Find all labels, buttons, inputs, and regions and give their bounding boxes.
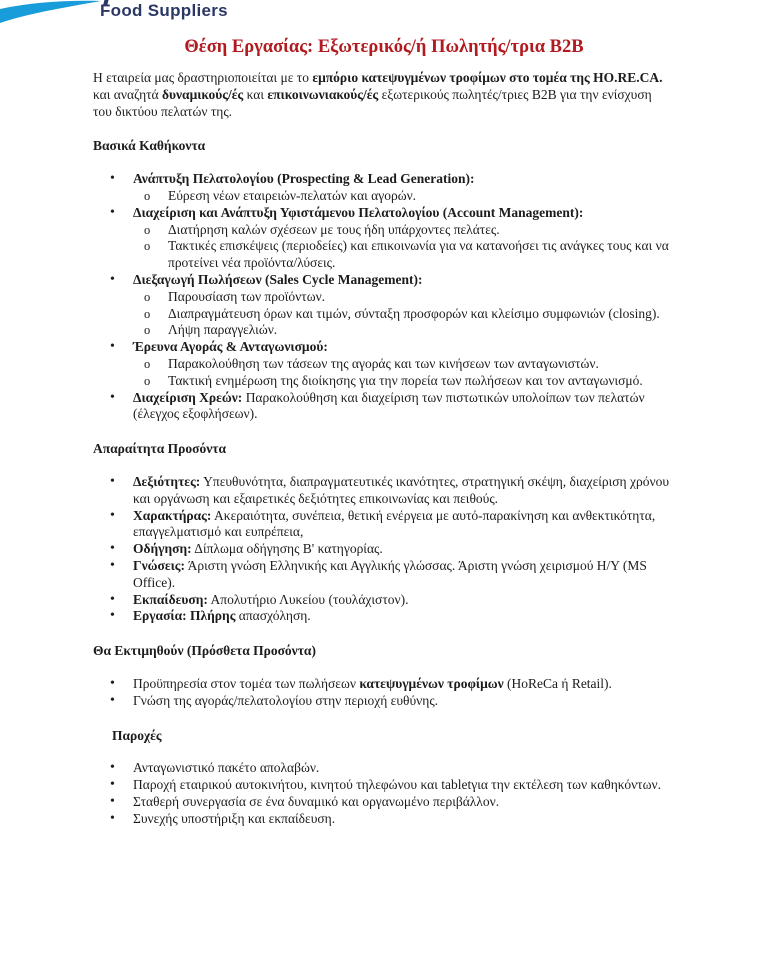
bullet-disc-icon: •	[110, 171, 115, 187]
company-logo	[0, 0, 280, 30]
intro-text-segment: επικοινωνιακούς/ές	[267, 86, 379, 102]
bullet-disc-icon: •	[110, 608, 115, 624]
bullet-disc-icon: •	[110, 675, 115, 691]
bullet-disc-icon: •	[110, 793, 115, 809]
list-item	[93, 188, 670, 205]
bullet-circle-icon: o	[144, 323, 151, 338]
bullet-disc-icon: •	[110, 507, 115, 523]
page-title: Θέση Εργασίας: Εξωτερικός/ή Πωλητής/τρια B2B	[184, 37, 584, 57]
bullet-disc-icon: •	[110, 760, 115, 776]
intro-text-segment: και αναζητά	[93, 86, 163, 102]
bullet-disc-icon: •	[110, 777, 115, 793]
list-item	[93, 171, 670, 188]
bullet-disc-icon: •	[110, 473, 115, 489]
list-item-text: (HoReCa ή Retail).	[503, 675, 612, 691]
intro-text-segment: Η εταιρεία μας δραστηριοποιείται με το	[93, 70, 313, 85]
intro-text-segment: εξωτερικούς πωλητές/τριες B2B για την ενίσχυση του δικτύου πελατών της.	[93, 86, 652, 119]
bullet-circle-icon: o	[144, 188, 151, 203]
intro-text-segment: και	[243, 86, 268, 102]
list-item-text: Διεξαγωγή Πωλήσεων (Sales Cycle Management):	[133, 271, 423, 287]
list-item-text: Γνώσεις:	[133, 557, 185, 573]
list-item	[93, 474, 670, 508]
list-item	[93, 356, 670, 373]
list-item	[93, 222, 670, 239]
list-item	[93, 373, 670, 390]
list-item	[93, 306, 670, 323]
bullet-circle-icon: o	[144, 306, 151, 321]
list-item	[93, 205, 670, 222]
bullet-list	[93, 171, 670, 423]
list-item	[93, 289, 670, 306]
list-item	[93, 608, 670, 625]
list-item-text: Σταθερή συνεργασία σε ένα δυναμικό και οργανωμένο περιβάλλον.	[133, 793, 500, 809]
list-item-text: Τακτικές επισκέψεις (περιοδείες) και επικοινωνία για να κατανοήσει τις ανάγκες τους και να προτείνει νέα προϊόντα/λύσεις.	[168, 238, 669, 271]
list-item-text: Λήψη παραγγελιών.	[168, 322, 278, 338]
list-item	[93, 760, 670, 777]
list-item-text: Χαρακτήρας:	[133, 507, 212, 523]
bullet-disc-icon: •	[110, 204, 115, 220]
section-heading: Βασικά Καθήκοντα	[93, 138, 206, 154]
list-item-text: Συνεχής υποστήριξη και εκπαίδευση.	[133, 810, 336, 826]
list-item-text: κατεψυγμένων τροφίμων	[359, 675, 504, 691]
list-item-text: Εκπαίδευση:	[133, 591, 208, 607]
bullet-disc-icon: •	[110, 541, 115, 557]
list-item-text: Γνώση της αγοράς/πελατολογίου στην περιοχή ευθύνης.	[133, 692, 439, 708]
bullet-circle-icon: o	[144, 222, 151, 237]
document-content	[93, 70, 670, 827]
list-item	[93, 558, 670, 592]
bullet-circle-icon: o	[144, 289, 151, 304]
bullet-disc-icon: •	[110, 810, 115, 826]
bullet-disc-icon: •	[110, 692, 115, 708]
list-item-text: Ακεραιότητα, συνέπεια, θετική ενέργεια με αυτό-παρακίνηση και ανθεκτικότητα, επαγγελματισμό και ευπρέπεια,	[133, 507, 656, 540]
logo-swoosh-icon	[0, 0, 104, 26]
list-item	[93, 508, 670, 542]
list-item	[93, 693, 670, 710]
intro-text-segment: δυναμικούς/ές	[162, 86, 244, 102]
document-body	[93, 138, 670, 827]
list-item-text: απασχόληση.	[235, 608, 311, 624]
bullet-disc-icon: •	[110, 389, 115, 405]
logo-text: Food Suppliers	[100, 1, 228, 20]
list-item-text: Ανταγωνιστικό πακέτο απολαβών.	[133, 760, 320, 776]
list-item-text: Διαχείριση και Ανάπτυξη Υφιστάμενου Πελατολογίου (Account Management):	[133, 204, 584, 220]
list-item-text: Οδήγηση:	[133, 541, 192, 557]
list-item	[93, 676, 670, 693]
doc-section	[93, 441, 670, 625]
list-item-text: Εργασία: Πλήρης	[133, 608, 236, 624]
bullet-disc-icon: •	[110, 591, 115, 607]
list-item-text: Παρακολούθηση και διαχείριση των πιστωτικών υπολοίπων των πελατών (έλεγχος εξοφλήσεων).	[133, 389, 645, 422]
list-item	[93, 272, 670, 289]
list-item	[93, 777, 670, 794]
doc-section	[93, 643, 670, 709]
list-item	[93, 322, 670, 339]
list-item	[93, 794, 670, 811]
list-item-text: Διαχείριση Χρεών:	[133, 389, 243, 405]
bullet-circle-icon: o	[144, 239, 151, 254]
list-item-text: Διαπραγμάτευση όρων και τιμών, σύνταξη προσφορών και κλείσιμο συμφωνιών (closing).	[168, 305, 660, 321]
bullet-circle-icon: o	[144, 356, 151, 371]
list-item	[93, 811, 670, 828]
list-item	[93, 238, 670, 272]
list-item	[93, 541, 670, 558]
list-item-text: Απολυτήριο Λυκείου (τουλάχιστον).	[207, 591, 409, 607]
list-item-text: Παρακολούθηση των τάσεων της αγοράς και των κινήσεων των ανταγωνιστών.	[168, 355, 599, 371]
list-item-text: Τακτική ενημέρωση της διοίκησης για την πορεία των πωλήσεων και τον ανταγωνισμό.	[168, 372, 643, 388]
bullet-list	[93, 474, 670, 625]
list-item-text: Υπευθυνότητα, διαπραγματευτικές ικανότητες, στρατηγική σκέψη, διαχείριση χρόνου και οργάνωση και εξαιρετικές δεξιότητες επικοινωνίας και πειθούς.	[133, 473, 670, 506]
list-item-text: Έρευνα Αγοράς & Ανταγωνισμού:	[133, 339, 328, 355]
bullet-list	[93, 760, 670, 827]
list-item-text: Δίπλωμα οδήγησης Β' κατηγορίας.	[191, 541, 383, 557]
doc-section	[93, 138, 670, 423]
list-item	[93, 390, 670, 424]
intro-paragraph	[93, 70, 670, 120]
section-heading: Θα Εκτιμηθούν (Πρόσθετα Προσόντα)	[93, 643, 316, 659]
list-item-text: Παροχή εταιρικού αυτοκινήτου, κινητού τηλεφώνου και tabletγια την εκτέλεση των καθηκόντων.	[133, 777, 661, 793]
bullet-disc-icon: •	[110, 339, 115, 355]
section-heading: Απαραίτητα Προσόντα	[93, 441, 227, 457]
doc-section	[93, 728, 670, 828]
bullet-circle-icon: o	[144, 373, 151, 388]
section-heading: Παροχές	[112, 727, 162, 743]
list-item	[93, 339, 670, 356]
list-item-text: Εύρεση νέων εταιρειών-πελατών και αγορών.	[168, 187, 417, 203]
list-item-text: Διατήρηση καλών σχέσεων με τους ήδη υπάρχοντες πελάτες.	[168, 221, 500, 237]
bullet-disc-icon: •	[110, 557, 115, 573]
list-item-text: Προϋπηρεσία στον τομέα των πωλήσεων	[133, 675, 360, 691]
list-item-text: Δεξιότητες:	[133, 473, 201, 489]
bullet-disc-icon: •	[110, 271, 115, 287]
bullet-list	[93, 676, 670, 710]
list-item	[93, 592, 670, 609]
list-item-text: Άριστη γνώση Ελληνικής και Αγγλικής γλώσσας. Άριστη γνώση χειρισμού Η/Υ (MS Office).	[133, 557, 647, 590]
intro-text-segment: εμπόριο κατεψυγμένων τροφίμων στο τομέα της HO.RE.CA.	[312, 70, 663, 85]
list-item-text: Παρουσίαση των προϊόντων.	[168, 288, 326, 304]
list-item-text: Ανάπτυξη Πελατολογίου (Prospecting & Lead Generation):	[133, 171, 475, 187]
